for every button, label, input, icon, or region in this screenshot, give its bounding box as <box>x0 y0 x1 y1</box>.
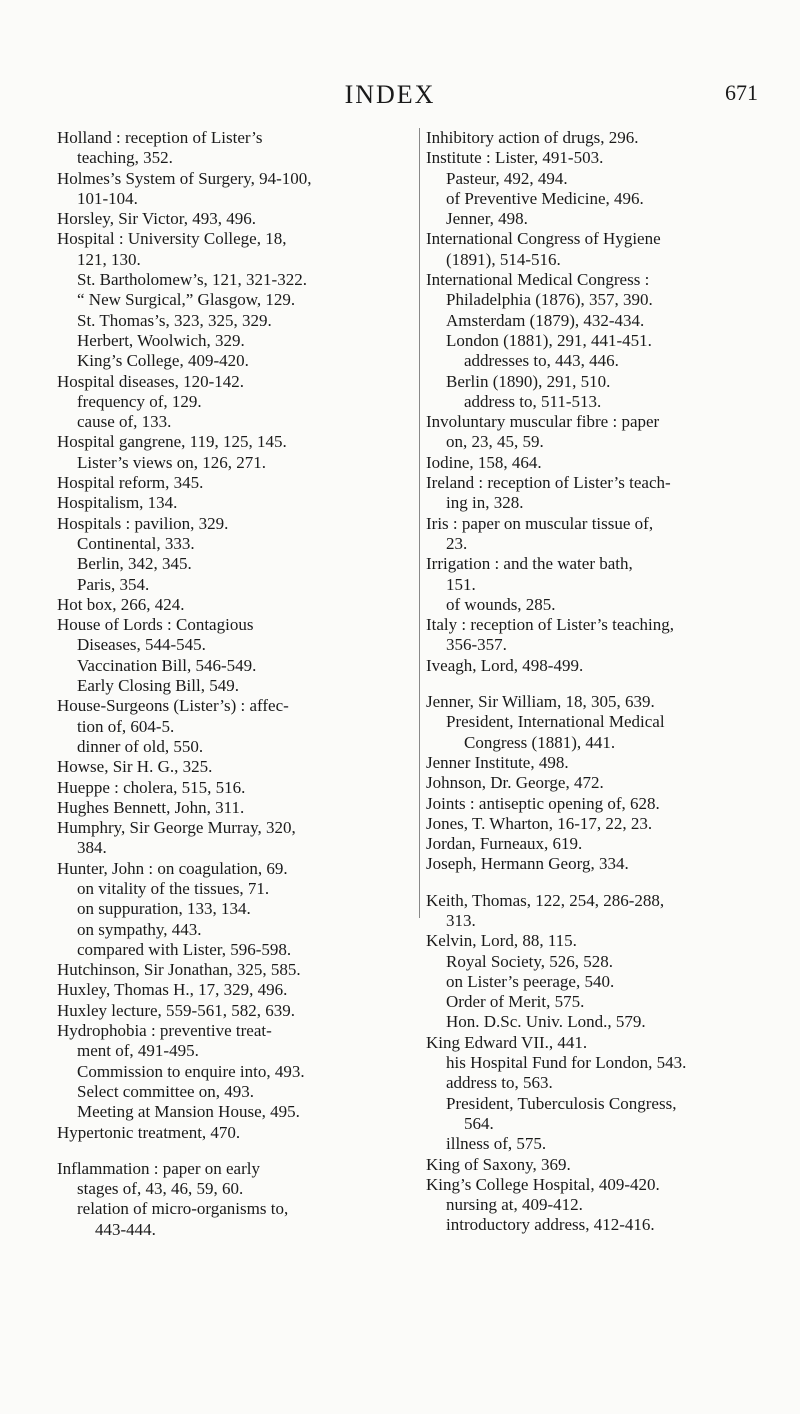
index-entry-line: cause of, 133. <box>77 412 172 432</box>
index-entry <box>57 798 409 818</box>
index-entry-line: Involuntary muscular fibre : paper <box>426 412 660 432</box>
index-entry-line: Amsterdam (1879), 432-434. <box>446 310 645 330</box>
index-entry-line: of wounds, 285. <box>446 594 556 614</box>
index-entry-line: Joseph, Hermann Georg, 334. <box>426 854 629 874</box>
index-entry-line: Hospital diseases, 120-142. <box>57 371 244 391</box>
index-entry <box>57 290 409 310</box>
index-entry <box>57 696 409 737</box>
index-entry <box>57 331 409 351</box>
index-entry-line: teaching, 352. <box>77 148 173 168</box>
index-entry-line: address to, 563. <box>446 1073 553 1093</box>
index-entry-line: President, Tuberculosis Congress, <box>446 1093 677 1113</box>
index-entry <box>57 899 409 919</box>
index-entry <box>426 656 756 676</box>
index-entry-line: Institute : Lister, 491-503. <box>426 148 604 168</box>
index-entry <box>426 229 756 270</box>
index-entry <box>57 676 409 696</box>
index-entry <box>57 757 409 777</box>
column-divider <box>419 128 420 918</box>
index-entry-line: Diseases, 544-545. <box>77 635 206 655</box>
index-entry-line: Jenner, Sir William, 18, 305, 639. <box>426 692 655 712</box>
index-entry <box>426 1073 756 1093</box>
index-column-left <box>57 128 409 1240</box>
index-entry-line: Irrigation : and the water bath, <box>426 554 633 574</box>
index-entry-line: on, 23, 45, 59. <box>446 432 544 452</box>
index-entry-line: Select committee on, 493. <box>77 1081 255 1101</box>
index-entry <box>426 1175 756 1195</box>
index-entry <box>426 753 756 773</box>
index-entry <box>426 392 756 412</box>
index-entry <box>57 575 409 595</box>
index-entry <box>57 392 409 412</box>
index-entry-line: Keith, Thomas, 122, 254, 286-288, <box>426 890 665 910</box>
index-entry <box>426 209 756 229</box>
index-entry <box>57 940 409 960</box>
index-entry-line: on suppuration, 133, 134. <box>77 899 251 919</box>
index-entry-line: Continental, 333. <box>77 533 195 553</box>
index-entry-line: Hughes Bennett, John, 311. <box>57 797 245 817</box>
index-entry <box>426 1033 756 1053</box>
index-entry <box>57 595 409 615</box>
index-entry-line: Ireland : reception of Lister’s teach- <box>426 473 671 493</box>
index-entry <box>426 952 756 972</box>
index-entry-line: “ New Surgical,” Glasgow, 129. <box>77 290 296 310</box>
index-entry-line: 564. <box>464 1113 494 1133</box>
index-entry-line: Iveagh, Lord, 498-499. <box>426 655 584 675</box>
index-entry-line: ment of, 491-495. <box>77 1041 199 1061</box>
index-entry <box>57 1062 409 1082</box>
index-entry <box>57 859 409 879</box>
index-entry-line: Hueppe : cholera, 515, 516. <box>57 777 246 797</box>
index-entry-line: Pasteur, 492, 494. <box>446 168 568 188</box>
index-entry <box>426 473 756 514</box>
index-entry <box>57 128 409 169</box>
index-entry <box>426 972 756 992</box>
index-entry <box>57 209 409 229</box>
index-entry-line: 443-444. <box>95 1219 156 1239</box>
index-entry-line: Hospitalism, 134. <box>57 493 178 513</box>
index-entry <box>57 656 409 676</box>
index-entry-line: Berlin, 342, 345. <box>77 554 192 574</box>
index-entry <box>426 854 756 874</box>
index-entry-line: Paris, 354. <box>77 574 150 594</box>
index-entry-line: Inhibitory action of drugs, 296. <box>426 128 639 147</box>
index-entry-line: King’s College Hospital, 409-420. <box>426 1174 660 1194</box>
index-entry <box>57 554 409 574</box>
index-entry <box>426 712 756 753</box>
index-entry <box>57 351 409 371</box>
index-entry-line: Herbert, Woolwich, 329. <box>77 330 245 350</box>
index-entry-line: addresses to, 443, 446. <box>464 351 619 371</box>
index-entry <box>57 818 409 859</box>
index-entry-line: President, International Medical <box>446 712 665 732</box>
index-entry <box>426 1215 756 1235</box>
index-entry <box>426 794 756 814</box>
index-entry <box>57 920 409 940</box>
index-entry-line: London (1881), 291, 441-451. <box>446 330 652 350</box>
index-entry-line: of Preventive Medicine, 496. <box>446 188 644 208</box>
index-entry <box>426 1155 756 1175</box>
index-entry <box>426 514 756 555</box>
index-entry-line: Iodine, 158, 464. <box>426 452 542 472</box>
index-entry <box>57 960 409 980</box>
index-entry-line: King’s College, 409-420. <box>77 351 249 371</box>
index-entry-line: on sympathy, 443. <box>77 919 202 939</box>
index-entry-line: Early Closing Bill, 549. <box>77 676 239 696</box>
index-entry-line: his Hospital Fund for London, 543. <box>446 1053 687 1073</box>
index-entry-line: ing in, 328. <box>446 493 524 513</box>
index-entry-line: Hospitals : pavilion, 329. <box>57 513 229 533</box>
index-entry-line: House-Surgeons (Lister’s) : affec- <box>57 696 289 716</box>
index-entry <box>426 351 756 371</box>
index-entry <box>426 1053 756 1073</box>
index-entry-line: on vitality of the tissues, 71. <box>77 878 270 898</box>
index-entry <box>426 128 756 148</box>
index-entry-line: King Edward VII., 441. <box>426 1032 588 1052</box>
index-entry-line: on Lister’s peerage, 540. <box>446 971 615 991</box>
index-entry-line: Italy : reception of Lister’s teaching, <box>426 615 674 635</box>
index-entry-line: (1891), 514-516. <box>446 249 561 269</box>
index-entry <box>426 331 756 351</box>
index-entry-line: Jordan, Furneaux, 619. <box>426 834 583 854</box>
index-entry <box>426 992 756 1012</box>
index-entry <box>426 1134 756 1154</box>
page-header <box>0 76 800 116</box>
index-entry <box>57 879 409 899</box>
index-entry-line: 23. <box>446 533 468 553</box>
index-entry-line: King of Saxony, 369. <box>426 1154 571 1174</box>
index-entry <box>57 1199 409 1240</box>
index-entry <box>426 453 756 473</box>
index-entry <box>57 1082 409 1102</box>
index-entry-line: Johnson, Dr. George, 472. <box>426 773 604 793</box>
index-entry <box>426 554 756 595</box>
index-entry-line: Howse, Sir H. G., 325. <box>57 757 213 777</box>
index-entry <box>426 412 756 453</box>
index-entry-line: Hospital gangrene, 119, 125, 145. <box>57 432 287 452</box>
index-entry-line: frequency of, 129. <box>77 391 202 411</box>
index-entry-line: Vaccination Bill, 546-549. <box>77 655 257 675</box>
index-entry-line: nursing at, 409-412. <box>446 1195 583 1215</box>
index-entry-line: Hospital : University College, 18, <box>57 229 287 249</box>
index-entry-line: Congress (1881), 441. <box>464 732 616 752</box>
index-entry-line: Jenner Institute, 498. <box>426 752 569 772</box>
index-entry <box>57 1159 409 1200</box>
index-entry <box>57 453 409 473</box>
index-entry-line: address to, 511-513. <box>464 391 602 411</box>
index-entry <box>57 169 409 210</box>
index-entry <box>57 1102 409 1122</box>
index-entry-line: 101-104. <box>77 188 138 208</box>
index-entry-line: Hypertonic treatment, 470. <box>57 1122 241 1142</box>
index-entry-line: Hunter, John : on coagulation, 69. <box>57 858 288 878</box>
index-entry <box>426 834 756 854</box>
index-entry-line: 151. <box>446 574 476 594</box>
index-entry-line: Jones, T. Wharton, 16-17, 22, 23. <box>426 813 653 833</box>
index-entry-line: Jenner, 498. <box>446 209 528 229</box>
index-entry-line: 384. <box>77 838 107 858</box>
index-entry <box>57 514 409 534</box>
index-entry <box>426 595 756 615</box>
index-entry-line: Huxley, Thomas H., 17, 329, 496. <box>57 980 288 1000</box>
index-entry-line: House of Lords : Contagious <box>57 615 254 635</box>
index-entry <box>426 169 756 189</box>
index-entry <box>426 270 756 290</box>
index-entry <box>57 1123 409 1143</box>
index-entry <box>426 931 756 951</box>
index-entry-line: Royal Society, 526, 528. <box>446 951 613 971</box>
index-entry <box>426 773 756 793</box>
index-entry-line: Order of Merit, 575. <box>446 992 585 1012</box>
index-entry-line: tion of, 604-5. <box>77 716 175 736</box>
index-entry <box>426 372 756 392</box>
index-entry-line: relation of micro-organisms to, <box>77 1199 289 1219</box>
index-entry <box>426 692 756 712</box>
index-entry-line: 356-357. <box>446 635 507 655</box>
index-entry <box>57 311 409 331</box>
index-entry <box>57 493 409 513</box>
index-entry-line: 121, 130. <box>77 249 141 269</box>
index-entry-line: Meeting at Mansion House, 495. <box>77 1102 300 1122</box>
index-entry <box>57 615 409 656</box>
index-entry <box>57 432 409 452</box>
index-entry-line: Joints : antiseptic opening of, 628. <box>426 793 660 813</box>
index-entry <box>57 372 409 392</box>
index-entry <box>426 290 756 310</box>
index-entry-line: Iris : paper on muscular tissue of, <box>426 513 654 533</box>
index-column-right <box>426 128 756 1236</box>
index-entry-line: illness of, 575. <box>446 1134 547 1154</box>
index-entry-line: 313. <box>446 910 476 930</box>
index-entry <box>426 1195 756 1215</box>
index-entry-line: Hospital reform, 345. <box>57 473 204 493</box>
index-entry-line: Hydrophobia : preventive treat- <box>57 1021 272 1041</box>
index-entry <box>57 473 409 493</box>
index-entry-line: International Medical Congress : <box>426 270 650 290</box>
index-entry-line: Hon. D.Sc. Univ. Lond., 579. <box>446 1012 646 1032</box>
running-title: INDEX <box>344 80 436 109</box>
index-entry <box>426 1094 756 1135</box>
index-entry-line: dinner of old, 550. <box>77 736 204 756</box>
index-entry-line: Huxley lecture, 559-561, 582, 639. <box>57 1000 295 1020</box>
index-entry <box>426 615 756 656</box>
index-entry <box>426 148 756 168</box>
index-entry-line: Kelvin, Lord, 88, 115. <box>426 931 577 951</box>
index-entry-line: Inflammation : paper on early <box>57 1158 260 1178</box>
index-entry <box>57 412 409 432</box>
index-entry-line: Berlin (1890), 291, 510. <box>446 371 611 391</box>
index-entry <box>426 1012 756 1032</box>
index-entry <box>57 1001 409 1021</box>
page-number: 671 <box>725 80 758 105</box>
index-entry <box>57 1021 409 1062</box>
index-entry-line: Holland : reception of Lister’s <box>57 128 263 147</box>
index-entry-line: Philadelphia (1876), 357, 390. <box>446 290 653 310</box>
index-entry <box>426 814 756 834</box>
index-entry <box>426 891 756 932</box>
index-entry-line: stages of, 43, 46, 59, 60. <box>77 1179 244 1199</box>
index-entry <box>57 229 409 270</box>
index-entry <box>426 189 756 209</box>
index-entry-line: St. Bartholomew’s, 121, 321-322. <box>77 270 307 290</box>
index-entry-line: Humphry, Sir George Murray, 320, <box>57 818 296 838</box>
index-entry <box>426 311 756 331</box>
index-entry <box>57 778 409 798</box>
index-entry <box>57 737 409 757</box>
index-entry-line: St. Thomas’s, 323, 325, 329. <box>77 310 272 330</box>
index-entry-line: International Congress of Hygiene <box>426 229 661 249</box>
index-entry <box>57 270 409 290</box>
index-entry-line: compared with Lister, 596-598. <box>77 939 292 959</box>
index-entry <box>57 534 409 554</box>
index-entry-line: Lister’s views on, 126, 271. <box>77 452 267 472</box>
index-entry-line: introductory address, 412-416. <box>446 1215 655 1235</box>
index-entry-line: Hutchinson, Sir Jonathan, 325, 585. <box>57 960 301 980</box>
index-entry-line: Commission to enquire into, 493. <box>77 1061 305 1081</box>
index-entry <box>57 980 409 1000</box>
index-entry-line: Horsley, Sir Victor, 493, 496. <box>57 209 256 229</box>
index-entry-line: Holmes’s System of Surgery, 94-100, <box>57 168 312 188</box>
index-entry-line: Hot box, 266, 424. <box>57 594 185 614</box>
